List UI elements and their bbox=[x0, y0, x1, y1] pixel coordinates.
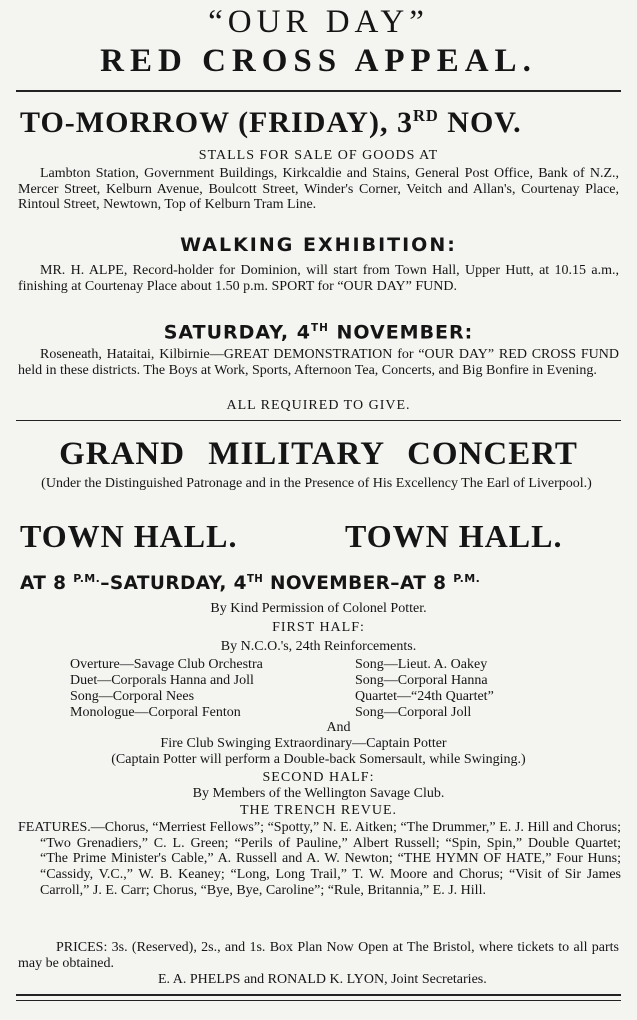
program-left-2: Duet—Corporals Hanna and Joll bbox=[70, 673, 254, 688]
first-half-performers: By N.C.O.'s, 24th Reinforcements. bbox=[220, 639, 417, 654]
program-right-2: Song—Corporal Hanna bbox=[355, 673, 488, 688]
concert-title: GRAND MILITARY CONCERT bbox=[59, 436, 578, 472]
bottom-divider-2 bbox=[16, 1000, 621, 1001]
program-right-1: Song—Lieut. A. Oakey bbox=[355, 657, 488, 672]
concert-patronage: (Under the Distinguished Patronage and in the Presence of His Excellency The Earl of Liverpool.) bbox=[41, 476, 592, 491]
secretaries-line: E. A. PHELPS and RONALD K. LYON, Joint Secretaries. bbox=[158, 972, 487, 987]
features-list: FEATURES.—Chorus, “Merriest Fellows”; “Spotty,” N. E. Aitken; “The Drummer,” E. J. Hill and Chorus; “Two Grenadiers,” C. L. Green; “Perils of Pauline,” Albert Russell; “Spin, Spin,” Double Quartet; “The Prime Minister's Cable,” A. Russell and A. W. Newton; “THE HYMN OF HATE,” Four Huns; “Cassidy, V.C.,” W. B. Keaney; “Long, Long Trail,” T. W. Moore and Chorus; “Visit of Sir James Carroll,” J. E. Carr; Chorus, “Bye, Bye, Caroline”; “Rule, Britannia,” E. J. Hill. bbox=[18, 820, 621, 898]
fire-club-line: Fire Club Swinging Extraordinary—Captain Potter bbox=[160, 736, 447, 751]
walking-heading: WALKING EXHIBITION: bbox=[180, 234, 457, 256]
appeal-subtitle: RED CROSS APPEAL. bbox=[100, 43, 537, 79]
first-half-heading: FIRST HALF: bbox=[272, 620, 365, 635]
walking-text: MR. H. ALPE, Record-holder for Dominion, will start from Town Hall, Upper Hutt, at 10.15 a.m., finishing at Courtenay Place about 1.50 p.m. SPORT for “OUR DAY” FUND. bbox=[18, 263, 619, 294]
program-right-3: Quartet—“24th Quartet” bbox=[355, 689, 494, 704]
stalls-heading: STALLS FOR SALE OF GOODS AT bbox=[198, 148, 439, 163]
program-right-4: Song—Corporal Joll bbox=[355, 705, 472, 720]
stalls-locations: Lambton Station, Government Buildings, Kirkcaldie and Stains, General Post Office, Bank of N.Z., Mercer Street, Kelburn Avenue, Boulcott Street, Winder's Corner, Veitch and Allan's, Courtenay Place, Rintoul Street, Newtown, Top of Kelburn Tram Line. bbox=[18, 166, 619, 213]
second-half-heading: SECOND HALF: bbox=[262, 770, 375, 785]
program-left-3: Song—Corporal Nees bbox=[70, 689, 195, 704]
date-line: TO-MORROW (FRIDAY), 3RD NOV. bbox=[20, 106, 522, 139]
venue-left: TOWN HALL. bbox=[20, 518, 238, 554]
and-line: And bbox=[326, 720, 351, 735]
bottom-divider bbox=[16, 994, 621, 996]
fire-club-note: (Captain Potter will perform a Double-back Somersault, while Swinging.) bbox=[111, 752, 526, 767]
revue-title: THE TRENCH REVUE. bbox=[239, 803, 398, 818]
permission-line: By Kind Permission of Colonel Potter. bbox=[210, 601, 427, 616]
top-divider bbox=[16, 90, 621, 92]
venue-right: TOWN HALL. bbox=[345, 518, 563, 554]
saturday-text: Roseneath, Hataitai, Kilbirnie—GREAT DEMONSTRATION for “OUR DAY” RED CROSS FUND held in these districts. The Boys at Work, Sports, Afternoon Tea, Concerts, and Big Bonfire in Evening. bbox=[18, 347, 619, 378]
prices-line: PRICES: 3s. (Reserved), 2s., and 1s. Box Plan Now Open at The Bristol, where tickets to all parts may be obtained. bbox=[18, 940, 619, 971]
saturday-heading: SATURDAY, 4TH NOVEMBER: bbox=[163, 321, 474, 344]
second-half-performers: By Members of the Wellington Savage Club. bbox=[192, 786, 445, 801]
program-left-1: Overture—Savage Club Orchestra bbox=[70, 657, 263, 672]
concert-time-line: AT 8 $^{P.M.}$–SATURDAY, 4TH NOVEMBER–AT 8 $^{P.M.}$ bbox=[20, 572, 481, 595]
appeal-title: “OUR DAY” bbox=[208, 4, 429, 40]
saturday-closing: ALL REQUIRED TO GIVE. bbox=[226, 398, 411, 413]
program-left-4: Monologue—Corporal Fenton bbox=[70, 705, 241, 720]
middle-divider bbox=[16, 420, 621, 421]
